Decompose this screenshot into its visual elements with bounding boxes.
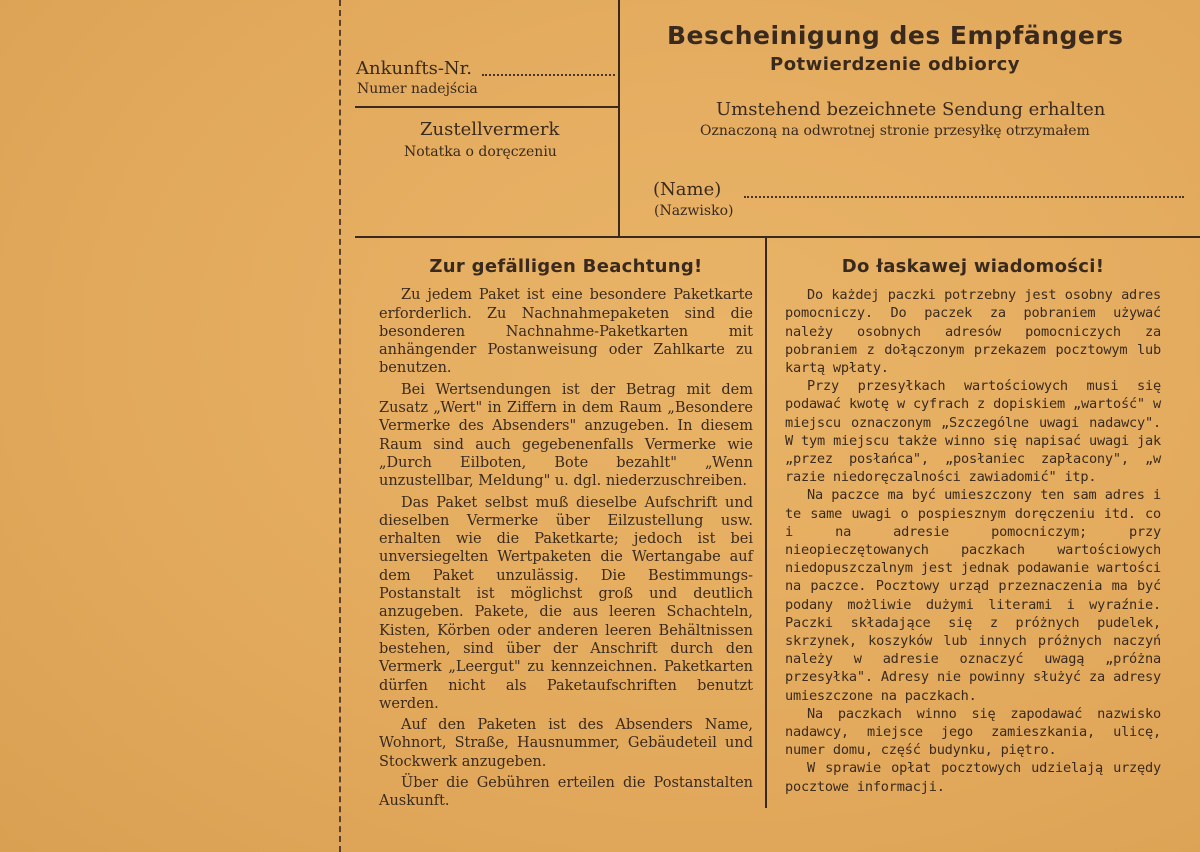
notice-de-heading: Zur gefälligen Beachtung! — [429, 256, 703, 277]
receipt-title-pl: Potwierdzenie odbiorcy — [770, 54, 1021, 75]
notice-pl-paragraph: Na paczce ma być umieszczony ten sam adres i te same uwagi o pospiesznym doręczeniu itd. co i na adresie pomocniczym; przy nieopieczętowanych paczkach wartościowych niedopuszczalnym jest jednak podawanie wartości na paczce. Pocztowy urząd przeznaczenia ma być podany możliwie dużymi literami i wyraźnie. Paczki składające się z próżnych pudelek, skrzynek, koszyków lub innych próżnych naczyń należy w adresie oznaczyć uwagą „próżna przesyłka". Adresy nie powinny służyć za adresy umieszczone na paczkach. — [785, 487, 1161, 704]
notice-pl — [785, 258, 1161, 796]
arrival-label-de: Ankunfts-Nr. — [356, 58, 472, 79]
notice-pl-paragraph: Na paczkach winno się zapodawać nazwisko nadawcy, miejsce jego zamieszkania, ulicę, numer domu, część budynku, piętro. — [785, 705, 1161, 759]
divider-vertical-columns — [765, 238, 767, 808]
notice-de-paragraph: Das Paket selbst muß dieselbe Aufschrift und dieselben Vermerke über Eilzustellung usw. erhalten wie die Paketkarte; jedoch ist bei unversiegelten Wertpaketen die Wertangabe auf dem Paket unzulässig. Die Bestimmungs-Postanstalt ist möglichst groß und deutlich anzugeben. Pakete, die aus leeren Schachteln, Kisten, Körben oder anderen leeren Behältnissen bestehen, sind über der Anschrift durch den Vermerk „Leergut" zu kennzeichnen. Paketkarten dürfen nicht als Paketaufschriften benutzt werden. — [379, 494, 753, 712]
notice-de-paragraph: Auf den Paketen ist des Absenders Name, Wohnort, Straße, Hausnummer, Gebäudeteil und Stockwerk anzugeben. — [379, 717, 753, 770]
notice-pl-heading: Do łaskawej wiadomości! — [841, 256, 1105, 277]
name-field[interactable] — [744, 196, 1184, 198]
receipt-statement-pl: Oznaczoną na odwrotnej stronie przesyłkę otrzymałem — [700, 123, 1090, 139]
divider-vertical-top — [618, 0, 620, 236]
delivery-label-pl: Notatka o doręczeniu — [404, 144, 557, 160]
arrival-label-pl: Numer nadejścia — [357, 81, 478, 97]
delivery-label-de: Zustellvermerk — [420, 119, 560, 140]
name-label-pl: (Nazwisko) — [654, 203, 734, 219]
notice-de — [379, 258, 753, 814]
name-label-de: (Name) — [653, 179, 722, 200]
perforation-line — [339, 0, 341, 852]
notice-pl-paragraph: W sprawie opłat pocztowych udzielają urzędy pocztowe informacji. — [785, 760, 1161, 795]
notice-de-paragraph: Bei Wertsendungen ist der Betrag mit dem Zusatz „Wert" in Ziffern in dem Raum „Besondere Vermerke des Absenders" anzugeben. In diesem Raum sind auch gegebenenfalls Vermerke wie „Durch Eilboten, Bote bezahlt" „Wenn unzustellbar, Meldung" u. dgl. niederzuschreiben. — [379, 381, 753, 490]
divider-arrival — [355, 106, 619, 108]
receipt-statement-de: Umstehend bezeichnete Sendung erhalten — [716, 99, 1106, 120]
arrival-number-field[interactable] — [482, 74, 615, 76]
notice-pl-paragraph: Do każdej paczki potrzebny jest osobny adres pomocniczy. Do paczek za pobraniem używać należy osobnych adresów pomocniczych za pobraniem z dołączonym przekazem pocztowym lub kartą wpłaty. — [785, 287, 1161, 377]
notice-de-paragraph: Zu jedem Paket ist eine besondere Paketkarte erforderlich. Zu Nachnahmepaketen sind die besonderen Nachnahme-Paketkarten mit anhängender Postanweisung oder Zahlkarte zu benutzen. — [379, 287, 753, 377]
notice-pl-paragraph: Przy przesyłkach wartościowych musi się podawać kwotę w cyfrach z dopiskiem „wartość" w miejscu oznaczonym „Szczególne uwagi nadawcy". W tym miejscu także winno się napisać uwagi jak „przez posłańca", „posłaniec zapłacony", „w razie niedoręczalności zawiadomić" itp. — [785, 378, 1161, 486]
notice-de-paragraph: Über die Gebühren erteilen die Postanstalten Auskunft. — [379, 775, 753, 810]
divider-main — [355, 236, 1200, 238]
receipt-title-de: Bescheinigung des Empfängers — [667, 21, 1124, 50]
